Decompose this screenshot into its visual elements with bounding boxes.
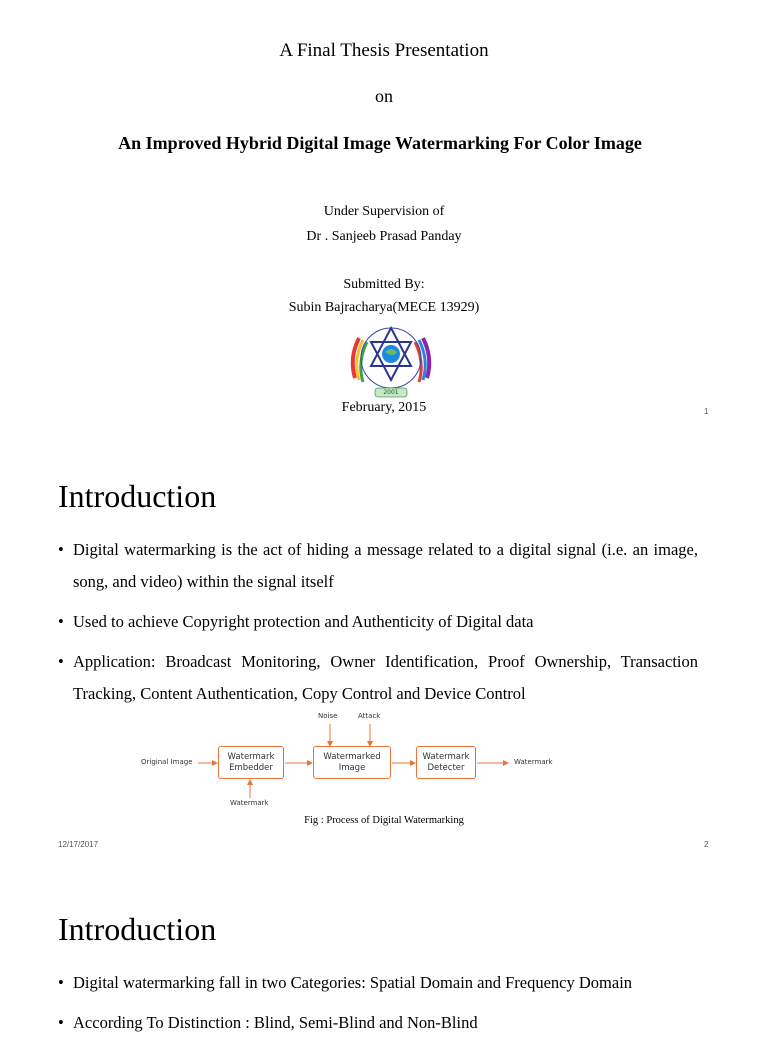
presentation-on: on (375, 86, 393, 106)
list-item: • Used to achieve Copyright protection and Authenticity of Digital data (58, 606, 698, 638)
list-item: • Digital watermarking is the act of hiding a message related to a digital signal (i.e. an image, song, and video) within the signal itself (58, 534, 698, 598)
bullet-list (58, 967, 698, 1047)
bullet-icon: • (58, 652, 64, 671)
logo-year: 2001 (383, 389, 399, 396)
output-watermark-label: Watermark (514, 758, 553, 766)
supervision-label: Under Supervision of (323, 204, 445, 219)
bullet-icon: • (58, 540, 64, 559)
presentation-heading: A Final Thesis Presentation (279, 40, 489, 61)
page-number: 2 (704, 840, 709, 849)
embedder-box: Watermark Embedder (218, 746, 284, 779)
input-watermark-label: Watermark (230, 799, 269, 807)
thesis-title: An Improved Hybrid Digital Image Watermarking For Color Image (118, 133, 642, 153)
attack-label: Attack (358, 712, 381, 720)
figure-caption: Fig : Process of Digital Watermarking (304, 815, 464, 826)
supervisor-name: Dr . Sanjeeb Prasad Panday (306, 229, 462, 244)
original-image-label: Original Image (141, 758, 193, 766)
bullet-icon: • (58, 973, 64, 992)
bullet-icon: • (58, 1013, 64, 1032)
slide-heading: Introduction (58, 478, 217, 514)
watermarking-diagram (130, 706, 590, 816)
detecter-box: Watermark Detecter (416, 746, 476, 779)
list-item: • Digital watermarking fall in two Categories: Spatial Domain and Frequency Domain (58, 967, 698, 999)
slide-date: 12/17/2017 (58, 840, 99, 849)
author-name: Subin Bajracharya(MECE 13929) (288, 300, 480, 315)
bullet-list (58, 534, 698, 718)
noise-label: Noise (318, 712, 338, 720)
college-logo (345, 318, 437, 402)
presentation-date: February, 2015 (341, 400, 427, 415)
list-item: • Application: Broadcast Monitoring, Owner Identification, Proof Ownership, Transaction Tracking, Content Authentication, Copy Control and Device Control (58, 646, 698, 710)
watermarked-image-box: Watermarked Image (313, 746, 391, 779)
slide-heading: Introduction (58, 911, 217, 947)
list-item: • According To Distinction : Blind, Semi-Blind and Non-Blind (58, 1007, 698, 1039)
submitted-label: Submitted By: (343, 277, 425, 292)
page-number: 1 (704, 407, 709, 416)
bullet-icon: • (58, 612, 64, 631)
